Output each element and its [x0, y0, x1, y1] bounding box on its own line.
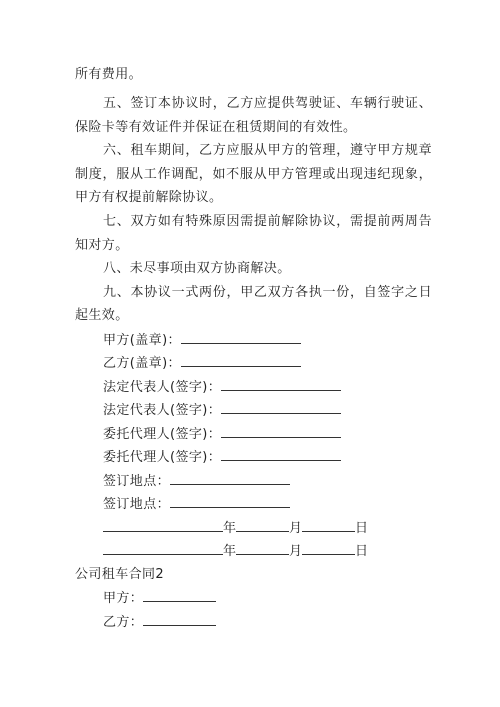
month-label: 月 [289, 521, 303, 536]
signature-blank [221, 425, 341, 438]
clause-5-line-2: 保险卡等有效证件并保证在租赁期间的有效性。 [75, 120, 357, 135]
month-blank [236, 519, 289, 532]
party-a-label: 甲方： [103, 591, 144, 606]
signature-label: 乙方(盖章)： [103, 356, 181, 371]
clause-6-line-3: 甲方有权提前解除协议。 [75, 190, 223, 205]
clause-5-line-1: 五、签订本协议时，乙方应提供驾驶证、车辆行驶证、 [103, 96, 432, 111]
signature-line-legal-rep-2 [103, 401, 341, 419]
signature-blank [181, 331, 301, 344]
party-b-label: 乙方： [103, 615, 144, 630]
party-b-line [103, 613, 216, 631]
signature-label: 委托代理人(签字)： [103, 450, 222, 465]
signature-blank [221, 378, 341, 391]
clause-6-line-1: 六、租车期间，乙方应服从甲方的管理，遵守甲方规章 [103, 143, 432, 158]
signature-line-party-a [103, 331, 301, 349]
signature-label: 法定代表人(签字)： [103, 380, 222, 395]
date-line-1 [103, 519, 368, 537]
signing-place-line-1 [103, 472, 290, 490]
signature-label: 法定代表人(签字)： [103, 403, 222, 418]
signature-line-party-b [103, 354, 301, 372]
date-line-2 [103, 542, 368, 560]
signing-place-line-2 [103, 495, 290, 513]
clause-9-line-2: 起生效。 [75, 308, 129, 323]
signing-place-label: 签订地点： [103, 497, 171, 512]
clause-7-line-2: 知对方。 [75, 238, 129, 253]
day-blank [302, 542, 355, 555]
party-a-line [103, 589, 216, 607]
clause-9-line-1: 九、本协议一式两份，甲乙双方各执一份，自签字之日 [103, 285, 432, 300]
signing-place-blank [170, 472, 290, 485]
signature-blank [221, 448, 341, 461]
paragraph-line: 所有费用。 [75, 67, 143, 82]
year-label: 年 [223, 544, 237, 559]
day-label: 日 [355, 521, 369, 536]
signature-line-agent-2 [103, 448, 341, 466]
party-b-blank [143, 613, 216, 626]
party-a-blank [143, 589, 216, 602]
day-blank [302, 519, 355, 532]
day-label: 日 [355, 544, 369, 559]
clause-6-line-2: 制度，服从工作调配，如不服从甲方管理或出现违纪现象， [75, 167, 432, 182]
clause-7-line-1: 七、双方如有特殊原因需提前解除协议，需提前两周告 [103, 214, 432, 229]
signature-line-agent-1 [103, 425, 341, 443]
year-label: 年 [223, 521, 237, 536]
contract-2-heading: 公司租车合同2 [75, 567, 165, 582]
year-blank [103, 519, 223, 532]
signature-blank [181, 354, 301, 367]
signature-label: 委托代理人(签字)： [103, 427, 222, 442]
signature-blank [221, 401, 341, 414]
signature-line-legal-rep-1 [103, 378, 341, 396]
signing-place-label: 签订地点： [103, 474, 171, 489]
signature-label: 甲方(盖章)： [103, 333, 181, 348]
year-blank [103, 542, 223, 555]
month-blank [236, 542, 289, 555]
signing-place-blank [170, 495, 290, 508]
month-label: 月 [289, 544, 303, 559]
clause-8-line: 八、未尽事项由双方协商解决。 [103, 261, 291, 276]
